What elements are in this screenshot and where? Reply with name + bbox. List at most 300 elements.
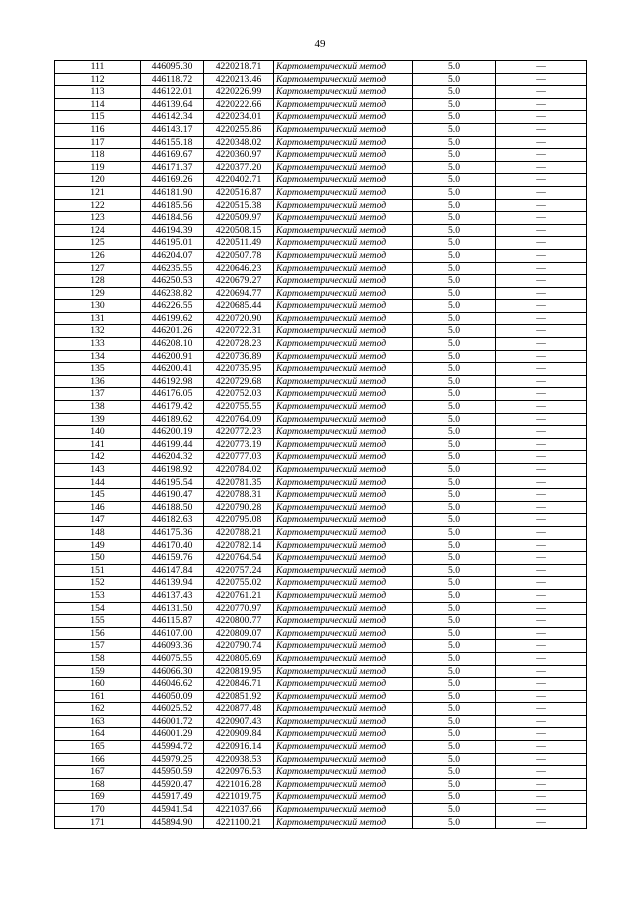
x-coordinate-cell: 446142.34 (141, 111, 204, 124)
description-cell: — (496, 388, 587, 401)
x-coordinate-cell: 445917.49 (141, 791, 204, 804)
y-coordinate-cell: 4220777.03 (204, 451, 274, 464)
y-coordinate-cell: 4221016.28 (204, 778, 274, 791)
method-cell: Картометрический метод (274, 123, 413, 136)
table-row (55, 123, 587, 136)
accuracy-cell: 5.0 (413, 640, 496, 653)
table-row (55, 652, 587, 665)
point-number-cell: 156 (55, 627, 141, 640)
description-cell: — (496, 73, 587, 86)
description-cell: — (496, 816, 587, 829)
description-cell: — (496, 300, 587, 313)
accuracy-cell: 5.0 (413, 728, 496, 741)
x-coordinate-cell: 446118.72 (141, 73, 204, 86)
point-number-cell: 131 (55, 312, 141, 325)
description-cell: — (496, 526, 587, 539)
method-cell: Картометрический метод (274, 464, 413, 477)
description-cell: — (496, 728, 587, 741)
table-row (55, 401, 587, 414)
table-row (55, 753, 587, 766)
x-coordinate-cell: 446176.05 (141, 388, 204, 401)
table-row (55, 690, 587, 703)
description-cell: — (496, 136, 587, 149)
table-row (55, 451, 587, 464)
accuracy-cell: 5.0 (413, 388, 496, 401)
accuracy-cell: 5.0 (413, 136, 496, 149)
point-number-cell: 145 (55, 489, 141, 502)
point-number-cell: 111 (55, 61, 141, 74)
y-coordinate-cell: 4220773.19 (204, 438, 274, 451)
x-coordinate-cell: 446095.30 (141, 61, 204, 74)
accuracy-cell: 5.0 (413, 199, 496, 212)
point-number-cell: 158 (55, 652, 141, 665)
point-number-cell: 138 (55, 401, 141, 414)
y-coordinate-cell: 4220909.84 (204, 728, 274, 741)
y-coordinate-cell: 4220213.46 (204, 73, 274, 86)
description-cell: — (496, 640, 587, 653)
x-coordinate-cell: 446046.62 (141, 678, 204, 691)
point-number-cell: 142 (55, 451, 141, 464)
description-cell: — (496, 615, 587, 628)
accuracy-cell: 5.0 (413, 86, 496, 99)
point-number-cell: 113 (55, 86, 141, 99)
method-cell: Картометрический метод (274, 61, 413, 74)
point-number-cell: 139 (55, 413, 141, 426)
y-coordinate-cell: 4220790.28 (204, 501, 274, 514)
description-cell: — (496, 413, 587, 426)
point-number-cell: 133 (55, 338, 141, 351)
accuracy-cell: 5.0 (413, 816, 496, 829)
table-row (55, 363, 587, 376)
y-coordinate-cell: 4221100.21 (204, 816, 274, 829)
x-coordinate-cell: 446199.62 (141, 312, 204, 325)
accuracy-cell: 5.0 (413, 703, 496, 716)
method-cell: Картометрический метод (274, 703, 413, 716)
method-cell: Картометрический метод (274, 476, 413, 489)
table-row (55, 312, 587, 325)
method-cell: Картометрический метод (274, 186, 413, 199)
point-number-cell: 134 (55, 350, 141, 363)
x-coordinate-cell: 446199.44 (141, 438, 204, 451)
method-cell: Картометрический метод (274, 413, 413, 426)
point-number-cell: 144 (55, 476, 141, 489)
y-coordinate-cell: 4220907.43 (204, 715, 274, 728)
y-coordinate-cell: 4220772.23 (204, 426, 274, 439)
accuracy-cell: 5.0 (413, 741, 496, 754)
x-coordinate-cell: 446066.30 (141, 665, 204, 678)
accuracy-cell: 5.0 (413, 123, 496, 136)
table-row (55, 388, 587, 401)
accuracy-cell: 5.0 (413, 363, 496, 376)
description-cell: — (496, 564, 587, 577)
accuracy-cell: 5.0 (413, 778, 496, 791)
description-cell: — (496, 199, 587, 212)
x-coordinate-cell: 446159.76 (141, 552, 204, 565)
table-row (55, 413, 587, 426)
y-coordinate-cell: 4220646.23 (204, 262, 274, 275)
table-row (55, 287, 587, 300)
description-cell: — (496, 312, 587, 325)
method-cell: Картометрический метод (274, 111, 413, 124)
description-cell: — (496, 249, 587, 262)
method-cell: Картометрический метод (274, 237, 413, 250)
point-number-cell: 129 (55, 287, 141, 300)
accuracy-cell: 5.0 (413, 539, 496, 552)
point-number-cell: 147 (55, 514, 141, 527)
accuracy-cell: 5.0 (413, 249, 496, 262)
coordinates-table (54, 60, 587, 829)
method-cell: Картометрический метод (274, 325, 413, 338)
point-number-cell: 127 (55, 262, 141, 275)
method-cell: Картометрический метод (274, 149, 413, 162)
point-number-cell: 118 (55, 149, 141, 162)
accuracy-cell: 5.0 (413, 489, 496, 502)
accuracy-cell: 5.0 (413, 413, 496, 426)
y-coordinate-cell: 4220788.31 (204, 489, 274, 502)
x-coordinate-cell: 446171.37 (141, 161, 204, 174)
x-coordinate-cell: 446208.10 (141, 338, 204, 351)
point-number-cell: 171 (55, 816, 141, 829)
method-cell: Картометрический метод (274, 766, 413, 779)
point-number-cell: 140 (55, 426, 141, 439)
accuracy-cell: 5.0 (413, 438, 496, 451)
description-cell: — (496, 589, 587, 602)
y-coordinate-cell: 4220938.53 (204, 753, 274, 766)
y-coordinate-cell: 4220729.68 (204, 375, 274, 388)
x-coordinate-cell: 446250.53 (141, 275, 204, 288)
description-cell: — (496, 123, 587, 136)
description-cell: — (496, 212, 587, 225)
x-coordinate-cell: 446184.56 (141, 212, 204, 225)
x-coordinate-cell: 446198.92 (141, 464, 204, 477)
table-row (55, 325, 587, 338)
method-cell: Картометрический метод (274, 627, 413, 640)
point-number-cell: 157 (55, 640, 141, 653)
description-cell: — (496, 287, 587, 300)
accuracy-cell: 5.0 (413, 665, 496, 678)
accuracy-cell: 5.0 (413, 451, 496, 464)
table-row (55, 791, 587, 804)
x-coordinate-cell: 446139.64 (141, 98, 204, 111)
method-cell: Картометрический метод (274, 652, 413, 665)
y-coordinate-cell: 4220377.20 (204, 161, 274, 174)
point-number-cell: 150 (55, 552, 141, 565)
accuracy-cell: 5.0 (413, 224, 496, 237)
table-row (55, 174, 587, 187)
y-coordinate-cell: 4220755.02 (204, 577, 274, 590)
table-row (55, 703, 587, 716)
description-cell: — (496, 111, 587, 124)
method-cell: Картометрический метод (274, 73, 413, 86)
description-cell: — (496, 224, 587, 237)
y-coordinate-cell: 4220752.03 (204, 388, 274, 401)
table-row (55, 149, 587, 162)
accuracy-cell: 5.0 (413, 161, 496, 174)
x-coordinate-cell: 446001.72 (141, 715, 204, 728)
table-row (55, 526, 587, 539)
description-cell: — (496, 627, 587, 640)
table-row (55, 161, 587, 174)
y-coordinate-cell: 4220348.02 (204, 136, 274, 149)
point-number-cell: 122 (55, 199, 141, 212)
description-cell: — (496, 753, 587, 766)
table-row (55, 577, 587, 590)
y-coordinate-cell: 4220511.49 (204, 237, 274, 250)
accuracy-cell: 5.0 (413, 350, 496, 363)
table-row (55, 816, 587, 829)
x-coordinate-cell: 446115.87 (141, 615, 204, 628)
table-row (55, 275, 587, 288)
x-coordinate-cell: 446179.42 (141, 401, 204, 414)
x-coordinate-cell: 446147.84 (141, 564, 204, 577)
table-row (55, 715, 587, 728)
description-cell: — (496, 766, 587, 779)
table-row (55, 237, 587, 250)
y-coordinate-cell: 4220226.99 (204, 86, 274, 99)
y-coordinate-cell: 4220515.38 (204, 199, 274, 212)
description-cell: — (496, 577, 587, 590)
y-coordinate-cell: 4220761.21 (204, 589, 274, 602)
description-cell: — (496, 350, 587, 363)
description-cell: — (496, 375, 587, 388)
method-cell: Картометрический метод (274, 539, 413, 552)
y-coordinate-cell: 4220916.14 (204, 741, 274, 754)
accuracy-cell: 5.0 (413, 715, 496, 728)
method-cell: Картометрический метод (274, 804, 413, 817)
table-row (55, 589, 587, 602)
point-number-cell: 116 (55, 123, 141, 136)
method-cell: Картометрический метод (274, 136, 413, 149)
table-row (55, 350, 587, 363)
point-number-cell: 154 (55, 602, 141, 615)
y-coordinate-cell: 4220764.54 (204, 552, 274, 565)
x-coordinate-cell: 446190.47 (141, 489, 204, 502)
y-coordinate-cell: 4220757.24 (204, 564, 274, 577)
x-coordinate-cell: 446185.56 (141, 199, 204, 212)
description-cell: — (496, 476, 587, 489)
x-coordinate-cell: 446238.82 (141, 287, 204, 300)
point-number-cell: 143 (55, 464, 141, 477)
point-number-cell: 168 (55, 778, 141, 791)
point-number-cell: 165 (55, 741, 141, 754)
x-coordinate-cell: 446192.98 (141, 375, 204, 388)
y-coordinate-cell: 4220976.53 (204, 766, 274, 779)
x-coordinate-cell: 446131.50 (141, 602, 204, 615)
point-number-cell: 119 (55, 161, 141, 174)
table-row (55, 73, 587, 86)
method-cell: Картометрический метод (274, 350, 413, 363)
table-row (55, 728, 587, 741)
description-cell: — (496, 86, 587, 99)
accuracy-cell: 5.0 (413, 766, 496, 779)
method-cell: Картометрический метод (274, 728, 413, 741)
method-cell: Картометрический метод (274, 312, 413, 325)
x-coordinate-cell: 446204.32 (141, 451, 204, 464)
description-cell: — (496, 174, 587, 187)
description-cell: — (496, 325, 587, 338)
point-number-cell: 117 (55, 136, 141, 149)
point-number-cell: 160 (55, 678, 141, 691)
method-cell: Картометрический метод (274, 791, 413, 804)
table-row (55, 426, 587, 439)
point-number-cell: 163 (55, 715, 141, 728)
point-number-cell: 152 (55, 577, 141, 590)
table-row (55, 665, 587, 678)
x-coordinate-cell: 446139.94 (141, 577, 204, 590)
x-coordinate-cell: 446170.40 (141, 539, 204, 552)
description-cell: — (496, 539, 587, 552)
y-coordinate-cell: 4220764.09 (204, 413, 274, 426)
y-coordinate-cell: 4220851.92 (204, 690, 274, 703)
point-number-cell: 137 (55, 388, 141, 401)
point-number-cell: 146 (55, 501, 141, 514)
table-row (55, 602, 587, 615)
accuracy-cell: 5.0 (413, 577, 496, 590)
method-cell: Картометрический метод (274, 501, 413, 514)
table-row (55, 627, 587, 640)
accuracy-cell: 5.0 (413, 98, 496, 111)
method-cell: Картометрический метод (274, 577, 413, 590)
y-coordinate-cell: 4220788.21 (204, 526, 274, 539)
table-row (55, 438, 587, 451)
x-coordinate-cell: 446050.09 (141, 690, 204, 703)
accuracy-cell: 5.0 (413, 464, 496, 477)
point-number-cell: 170 (55, 804, 141, 817)
table-row (55, 678, 587, 691)
point-number-cell: 159 (55, 665, 141, 678)
y-coordinate-cell: 4220720.90 (204, 312, 274, 325)
y-coordinate-cell: 4220360.97 (204, 149, 274, 162)
x-coordinate-cell: 446201.26 (141, 325, 204, 338)
accuracy-cell: 5.0 (413, 186, 496, 199)
point-number-cell: 164 (55, 728, 141, 741)
method-cell: Картометрический метод (274, 98, 413, 111)
y-coordinate-cell: 4220218.71 (204, 61, 274, 74)
table-row (55, 539, 587, 552)
method-cell: Картометрический метод (274, 249, 413, 262)
point-number-cell: 169 (55, 791, 141, 804)
table-row (55, 338, 587, 351)
method-cell: Картометрический метод (274, 199, 413, 212)
method-cell: Картометрический метод (274, 161, 413, 174)
y-coordinate-cell: 4220784.02 (204, 464, 274, 477)
description-cell: — (496, 652, 587, 665)
accuracy-cell: 5.0 (413, 602, 496, 615)
x-coordinate-cell: 446195.01 (141, 237, 204, 250)
table-row (55, 741, 587, 754)
accuracy-cell: 5.0 (413, 589, 496, 602)
accuracy-cell: 5.0 (413, 552, 496, 565)
y-coordinate-cell: 4220509.97 (204, 212, 274, 225)
table-row (55, 564, 587, 577)
method-cell: Картометрический метод (274, 690, 413, 703)
x-coordinate-cell: 445979.25 (141, 753, 204, 766)
description-cell: — (496, 715, 587, 728)
description-cell: — (496, 275, 587, 288)
method-cell: Картометрический метод (274, 338, 413, 351)
table-row (55, 501, 587, 514)
table-row (55, 514, 587, 527)
description-cell: — (496, 61, 587, 74)
x-coordinate-cell: 446200.91 (141, 350, 204, 363)
method-cell: Картометрический метод (274, 262, 413, 275)
description-cell: — (496, 98, 587, 111)
description-cell: — (496, 514, 587, 527)
x-coordinate-cell: 446122.01 (141, 86, 204, 99)
method-cell: Картометрический метод (274, 514, 413, 527)
method-cell: Картометрический метод (274, 564, 413, 577)
x-coordinate-cell: 445950.59 (141, 766, 204, 779)
point-number-cell: 148 (55, 526, 141, 539)
point-number-cell: 123 (55, 212, 141, 225)
method-cell: Картометрический метод (274, 678, 413, 691)
point-number-cell: 153 (55, 589, 141, 602)
table-row (55, 476, 587, 489)
accuracy-cell: 5.0 (413, 678, 496, 691)
x-coordinate-cell: 446155.18 (141, 136, 204, 149)
table-row (55, 778, 587, 791)
point-number-cell: 167 (55, 766, 141, 779)
accuracy-cell: 5.0 (413, 262, 496, 275)
y-coordinate-cell: 4220728.23 (204, 338, 274, 351)
point-number-cell: 162 (55, 703, 141, 716)
description-cell: — (496, 363, 587, 376)
accuracy-cell: 5.0 (413, 514, 496, 527)
point-number-cell: 114 (55, 98, 141, 111)
description-cell: — (496, 438, 587, 451)
accuracy-cell: 5.0 (413, 615, 496, 628)
table-row (55, 224, 587, 237)
point-number-cell: 115 (55, 111, 141, 124)
description-cell: — (496, 451, 587, 464)
method-cell: Картометрический метод (274, 363, 413, 376)
accuracy-cell: 5.0 (413, 338, 496, 351)
point-number-cell: 155 (55, 615, 141, 628)
point-number-cell: 120 (55, 174, 141, 187)
method-cell: Картометрический метод (274, 224, 413, 237)
table-row (55, 640, 587, 653)
y-coordinate-cell: 4220402.71 (204, 174, 274, 187)
accuracy-cell: 5.0 (413, 287, 496, 300)
accuracy-cell: 5.0 (413, 690, 496, 703)
point-number-cell: 125 (55, 237, 141, 250)
method-cell: Картометрический метод (274, 438, 413, 451)
table-row (55, 262, 587, 275)
accuracy-cell: 5.0 (413, 426, 496, 439)
y-coordinate-cell: 4220790.74 (204, 640, 274, 653)
description-cell: — (496, 678, 587, 691)
method-cell: Картометрический метод (274, 275, 413, 288)
accuracy-cell: 5.0 (413, 149, 496, 162)
accuracy-cell: 5.0 (413, 401, 496, 414)
table-row (55, 86, 587, 99)
description-cell: — (496, 262, 587, 275)
table-row (55, 61, 587, 74)
point-number-cell: 135 (55, 363, 141, 376)
accuracy-cell: 5.0 (413, 237, 496, 250)
method-cell: Картометрический метод (274, 174, 413, 187)
x-coordinate-cell: 445941.54 (141, 804, 204, 817)
accuracy-cell: 5.0 (413, 753, 496, 766)
method-cell: Картометрический метод (274, 589, 413, 602)
x-coordinate-cell: 446235.55 (141, 262, 204, 275)
table-row (55, 186, 587, 199)
description-cell: — (496, 602, 587, 615)
accuracy-cell: 5.0 (413, 564, 496, 577)
description-cell: — (496, 703, 587, 716)
accuracy-cell: 5.0 (413, 652, 496, 665)
x-coordinate-cell: 446001.29 (141, 728, 204, 741)
